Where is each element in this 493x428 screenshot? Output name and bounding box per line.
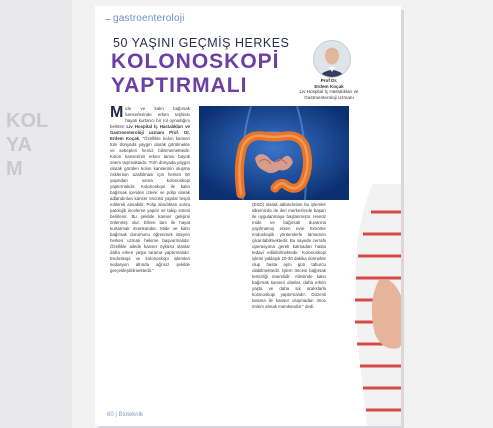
- magazine-page: [95, 6, 401, 426]
- background-text-fragment: YA: [6, 134, 32, 156]
- headline-kicker: 50 YAŞINI GEÇMİŞ HERKES: [113, 36, 290, 50]
- headline-line-2: YAPTIRMALI: [111, 74, 248, 97]
- doctor-byline: [293, 78, 365, 100]
- article-column-2: (ESD) olarak adlandırılan bu işlemler ülkemizde de ileri merkezlerde başarı ile uygulanmaya başlanmıştır. Henüz mide ve bağırsak duvarına yayılmamış erken evre tümörler endoskopik yöntemlerle tamamen çıkarılabilmektedir. Bu sayede cerrahi operasyona gerek kalmadan hasta tedavi edilebilmektedir. Kolonoskopi işlemi yaklaşık 20-30 dakika sürmekte olup hasta aynı gün taburcu olabilmektedir. İşlem öncesi bağırsak temizliği önemlidir. Ailesinde kalın bağırsak kanseri olanlar, daha erken yaşta ve daha sık aralıklarla kolonoskopi yaptırmalıdır. Düzenli tarama ile kanser oluşmadan önce önlem almak mümkündür." dedi.: [252, 202, 326, 309]
- background-page: [0, 0, 72, 428]
- section-rule: [105, 19, 111, 20]
- article-intro: ide ve kalın bağırsak kanserlerinde erken teşhisin hayati kurtarıcı bir rol oynadığını belirten: [110, 106, 190, 129]
- background-text-fragment: M: [6, 158, 23, 180]
- article-body: , "Özellikle kolon kanseri tüm dünyada yaygın olarak görülmekte ve sebepleri henüz bilinmemektedir. Kolon kanserinin erken tanısı büyük önem taşımaktadır. Tüm dünyada yaygın olarak görülen kolon kanserinin oluşma risklerinin azaltılması için herkes 50 yaşından sonra kolonoskopi yaptırmalıdır. Kolonoskopi ile kalın bağırsak içeriden izlenir ve polip olarak adlandırılan kanser öncüsü yapılar tespit edilerek alınabilir. Polip alındıktan sonra patolojik inceleme yapılır ve takip süresi belirlenir. Bu şekilde kanser gelişimi önlenmiş olur. Erken tanı ile hayat kurtarmak mümkündür. Mide ve kalın bağırsak durumunu öğrenmek isteyen herkes uzman hekime başvurmalıdır. Özellikle ailede kanser öyküsü olanlar daha erken yaşta tarama yaptırmalıdır. Endoskopi ve kolonoskopi işlemleri sedasyon altında ağrısız şekilde gerçekleştirilmektedir.": [110, 136, 190, 273]
- colon-illustration: [199, 106, 349, 200]
- drop-cap: M: [110, 106, 124, 121]
- doctor-photo: [313, 40, 351, 78]
- person-photo: [343, 184, 401, 426]
- doctor-affiliation: Liv Hospital İç Hastalıkları ve Gastroenteroloji Uzmanı: [299, 89, 359, 100]
- headline-line-1: KOLONOSKOPİ: [111, 50, 280, 73]
- doctor-title: Prof Dr.: [320, 78, 338, 83]
- page-footer: 60 | Bioteknik: [107, 412, 143, 418]
- section-label: gastroenteroloji: [113, 13, 185, 24]
- background-text-fragment: KOL: [6, 110, 49, 132]
- doctor-name: Erdem Koçak: [314, 83, 344, 89]
- article-column-1: [110, 106, 190, 406]
- article-highlight: Liv Hospital İç Hastalıkları ve Gastroenteroloji uzmanı Prof. Dr. Erdem Koçak: [110, 124, 190, 141]
